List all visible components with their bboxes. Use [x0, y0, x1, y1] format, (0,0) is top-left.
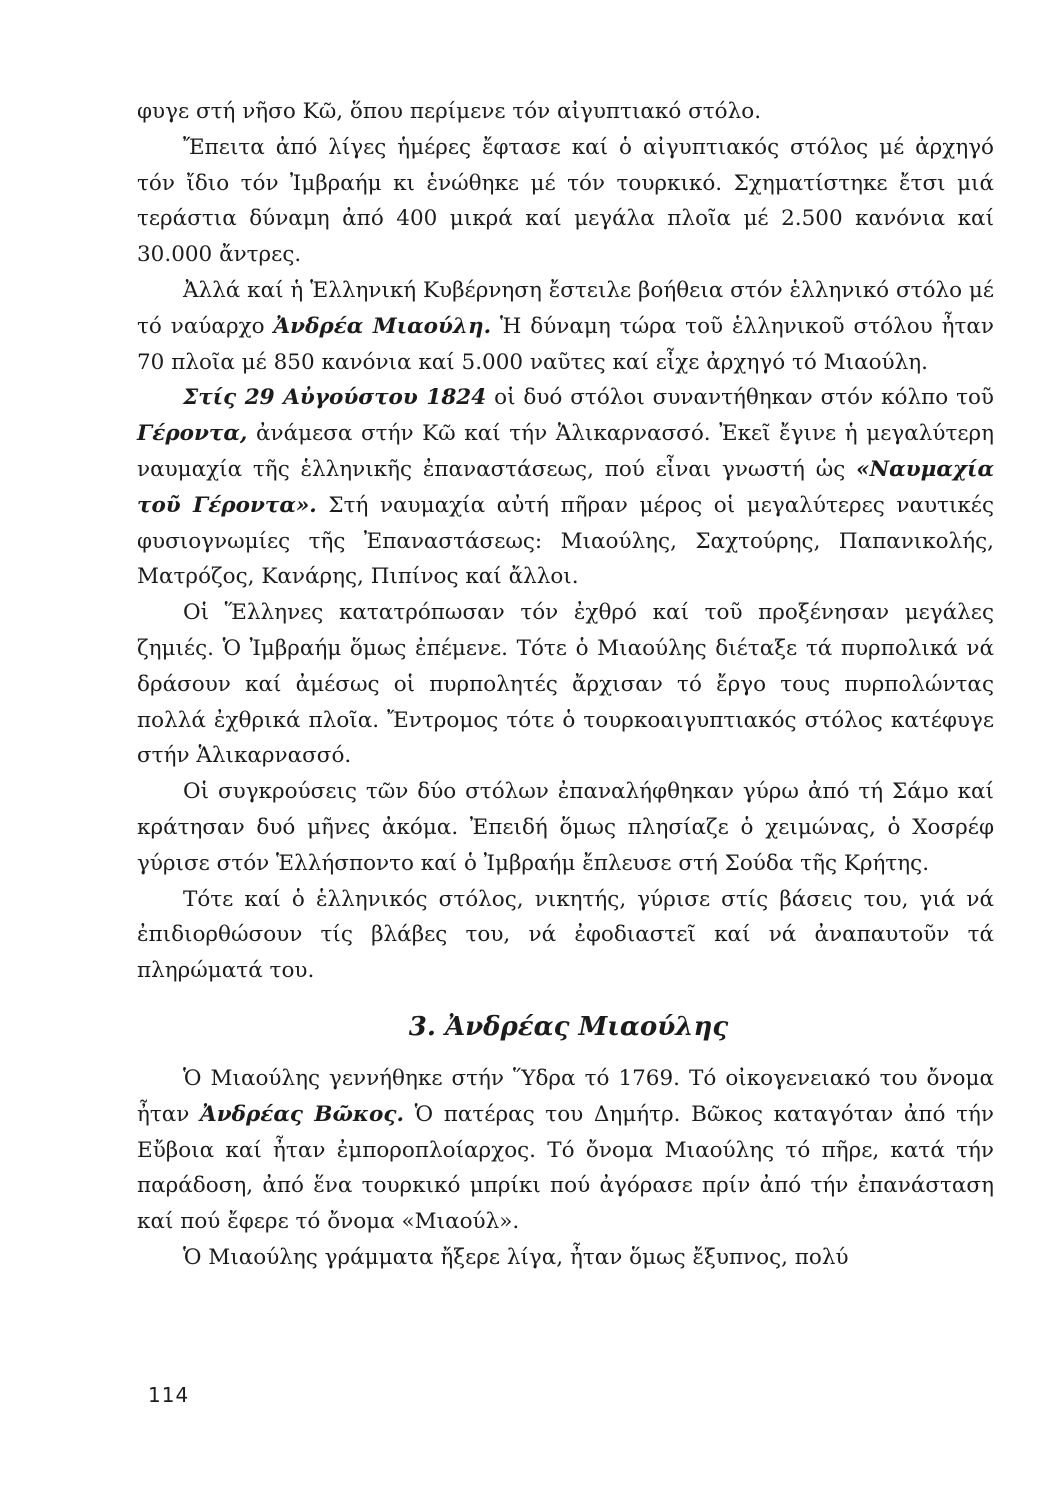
paragraph-8	[137, 1061, 994, 1240]
paragraph-7: Τότε καί ὁ ἑλληνικός στόλος, νικητής, γύρισε στίς βάσεις του, γιά νά ἐπιδιορθώσουν τίς βλάβες του, νά ἐφοδιαστεῖ καί νά ἀναπαυτοῦν τά πληρώματά του.	[137, 886, 994, 984]
gulf-name: Γέροντα,	[137, 421, 248, 447]
paragraph-1: φυγε στή νῆσο Κῶ, ὅπου περίμενε τόν αἰγυπτιακό στόλο.	[137, 99, 762, 124]
paragraph-8-text-b: Ὁ πατέρας του Δημήτρ. Βῶκος καταγόταν ἀπό τήν Εὔβοια καί ἦταν ἐμποροπλοίαρχος. Τό ὄνομα Μιαούλης τό πῆρε, κατά τήν παράδοση, ἀπό ἕνα τουρκικό μπρίκι πού ἀγόρασε πρίν ἀπό τήν ἐπανάσταση καί πού ἔφερε τό ὄνομα «Μιαούλ».	[137, 1101, 994, 1235]
page-number: 114	[148, 1383, 190, 1407]
paragraph-4-text-c: Στή ναυμαχία αὐτή πῆραν μέρος οἱ μεγαλύτερες ναυτικές φυσιογνωμίες τῆς Ἐπαναστάσεως: Μιαούλης, Σαχτούρης, Παπανικολής, Ματρόζος, Κανάρης, Πιπίνος καί ἄλλοι.	[137, 492, 994, 590]
paragraph-3-text-b: Ἡ δύναμη τώρα τοῦ ἑλληνικοῦ στόλου ἦταν 70 πλοῖα μέ 850 κανόνια καί 5.000 ναῦτες καί εἶχε ἀρχηγό τό Μιαούλη.	[137, 313, 994, 375]
battle-name: «Ναυμαχία τοῦ Γέροντα».	[137, 456, 994, 518]
body-text	[137, 94, 994, 1276]
name-andreas-miaoulis: Ἀνδρέα Μιαούλη.	[273, 313, 492, 339]
paragraph-3	[137, 273, 994, 380]
section-heading: 3. Ἀνδρέας Μιαούλης	[408, 1011, 729, 1042]
paragraph-9: Ὁ Μιαούλης γράμματα ἤξερε λίγα, ἦταν ὅμως ἔξυπνος, πολύ	[183, 1244, 849, 1270]
paragraph-2: Ἔπειτα ἀπό λίγες ἡμέρες ἔφτασε καί ὁ αἰγυπτιακός στόλος μέ ἀρχηγό τόν ἴδιο τόν Ἰμβραήμ κι ἑνώθηκε μέ τόν τουρκικό. Σχηματίστηκε ἔτσι μιά τεράστια δύναμη ἀπό 400 μικρά καί μεγάλα πλοῖα μέ 2.500 κανόνια καί 30.000 ἄντρες.	[137, 134, 994, 268]
battle-date: Στίς 29 Αὐγούστου 1824	[183, 385, 487, 411]
paragraph-8-text-a: Ὁ Μιαούλης γεννήθηκε στήν Ὕδρα τό 1769. Τό οἰκογενειακό του ὄνομα ἦταν	[137, 1065, 994, 1127]
family-name: Ἀνδρέας Βῶκος.	[200, 1101, 404, 1127]
paragraph-3-text-a: Ἀλλά καί ἡ Ἑλληνική Κυβέρνηση ἔστειλε βοήθεια στόν ἑλληνικό στόλο μέ τό ναύαρχο	[137, 277, 994, 339]
paragraph-6: Οἱ συγκρούσεις τῶν δύο στόλων ἐπαναλήφθηκαν γύρω ἀπό τή Σάμο καί κράτησαν δυό μῆνες ἀκόμα. Ἐπειδή ὅμως πλησίαζε ὁ χειμώνας, ὁ Χοσρέφ γύρισε στόν Ἑλλήσποντο καί ὁ Ἰμβραήμ ἔπλευσε στή Σούδα τῆς Κρήτης.	[137, 779, 994, 876]
paragraph-5: Οἱ Ἕλληνες κατατρόπωσαν τόν ἐχθρό καί τοῦ προξένησαν μεγάλες ζημιές. Ὁ Ἰμβραήμ ὅμως ἐπέμενε. Τότε ὁ Μιαούλης διέταξε τά πυρπολικά νά δράσουν καί ἀμέσως οἱ πυρπολητές ἄρχισαν τό ἔργο τους πυρπολώντας πολλά ἐχθρικά πλοῖα. Ἔντρομος τότε ὁ τουρκοαιγυπτιακός στόλος κατέφυγε στήν Ἁλικαρνασσό.	[137, 600, 994, 769]
paragraph-4-text-a: οἱ δυό στόλοι συναντήθηκαν στόν κόλπο τοῦ	[486, 385, 994, 411]
paragraph-4	[137, 380, 994, 595]
paragraph-4-text-b: ἀνάμεσα στήν Κῶ καί τήν Ἁλικαρνασσό. Ἐκεῖ ἔγινε ἡ μεγαλύτερη ναυμαχία τῆς ἑλληνικῆς ἐπαναστάσεως, πού εἶναι γνωστή ὡς	[137, 421, 994, 482]
